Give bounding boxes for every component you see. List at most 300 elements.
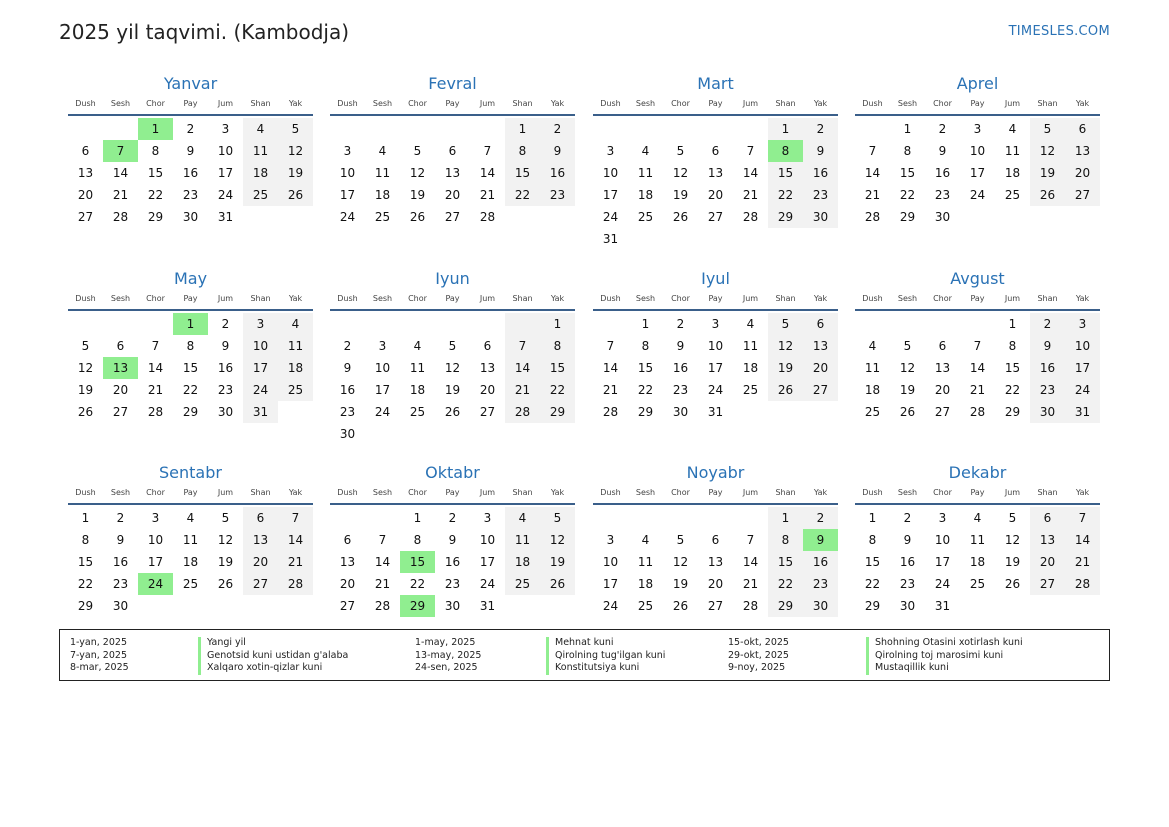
day-cell: 29 (540, 401, 575, 423)
day-cell: 23 (899, 577, 916, 591)
day-cell: 18 (637, 577, 654, 591)
day-cell: 1 (505, 118, 540, 140)
empty-cell (663, 118, 698, 140)
day-cell: 23 (1030, 379, 1065, 401)
day-cell: 16 (339, 383, 356, 397)
weekday-label: Jum (1004, 294, 1021, 303)
day-cell: 5 (81, 339, 90, 353)
day-cell: 27 (934, 405, 951, 419)
weekday-label: Jum (479, 294, 496, 303)
day-cell: 12 (899, 361, 916, 375)
empty-cell (365, 118, 400, 140)
day-cell: 11 (182, 533, 199, 547)
day-cell: 31 (243, 401, 278, 423)
day-cell: 20 (1065, 162, 1100, 184)
day-cell: 2 (938, 122, 947, 136)
holiday-day-cell: 13 (103, 357, 138, 379)
day-cell: 26 (540, 573, 575, 595)
day-cell: 17 (602, 188, 619, 202)
day-cell: 21 (278, 551, 313, 573)
day-cell: 26 (77, 405, 94, 419)
day-cell: 27 (77, 210, 94, 224)
day-cell: 14 (112, 166, 129, 180)
day-cell: 24 (217, 188, 234, 202)
weekday-label: Pay (970, 488, 985, 497)
weekday-label: Pay (445, 294, 460, 303)
month-name: Iyun (435, 269, 470, 288)
day-cell: 9 (186, 144, 195, 158)
day-cell: 22 (540, 379, 575, 401)
day-cell: 3 (221, 122, 230, 136)
holiday-day-cell: 1 (173, 313, 208, 335)
day-cell: 24 (602, 210, 619, 224)
day-cell: 18 (243, 162, 278, 184)
day-cell: 23 (540, 184, 575, 206)
weekday-label: Sesh (635, 488, 656, 497)
day-cell: 18 (969, 555, 986, 569)
day-cell: 7 (973, 339, 982, 353)
day-cell: 22 (1004, 383, 1021, 397)
day-cell: 10 (147, 533, 164, 547)
day-cell: 24 (934, 577, 951, 591)
holiday-dates-col-1 (70, 637, 129, 675)
day-cell: 15 (505, 162, 540, 184)
day-cell: 23 (217, 383, 234, 397)
day-cell: 4 (278, 313, 313, 335)
day-cell: 5 (903, 339, 912, 353)
day-cell: 31 (602, 232, 619, 246)
empty-cell (103, 313, 138, 335)
day-cell: 3 (243, 313, 278, 335)
day-cell: 4 (413, 339, 422, 353)
holiday-date: 1-may, 2025 (415, 637, 476, 648)
day-cell: 9 (540, 140, 575, 162)
day-cell: 2 (343, 339, 352, 353)
day-cell: 8 (186, 339, 195, 353)
weekday-label: Chor (146, 488, 165, 497)
day-cell: 10 (217, 144, 234, 158)
weekday-label: Yak (288, 99, 303, 108)
day-cell: 1 (1008, 317, 1017, 331)
day-cell: 4 (641, 533, 650, 547)
day-cell: 20 (243, 551, 278, 573)
weekday-label: Shan (512, 488, 533, 497)
day-cell: 8 (641, 339, 650, 353)
day-cell: 19 (409, 188, 426, 202)
day-cell: 2 (1030, 313, 1065, 335)
day-cell: 1 (768, 507, 803, 529)
weekday-label: Sesh (897, 294, 918, 303)
day-grid (593, 507, 838, 617)
holiday-day-cell: 8 (768, 140, 803, 162)
month-6 (593, 267, 838, 423)
day-cell: 17 (147, 555, 164, 569)
day-cell: 12 (77, 361, 94, 375)
day-cell: 13 (339, 555, 356, 569)
weekday-label: Sesh (372, 488, 393, 497)
day-cell: 6 (1030, 507, 1065, 529)
day-cell: 24 (602, 599, 619, 613)
holiday-date: 1-yan, 2025 (70, 637, 127, 648)
weekday-header (68, 96, 313, 116)
day-grid (68, 507, 313, 617)
weekday-header (593, 291, 838, 311)
day-cell: 8 (81, 533, 90, 547)
day-cell: 26 (444, 405, 461, 419)
day-cell: 17 (1065, 357, 1100, 379)
holiday-dates-col-2 (415, 637, 481, 675)
day-cell: 27 (707, 599, 724, 613)
day-cell: 28 (374, 599, 391, 613)
day-cell: 18 (864, 383, 881, 397)
day-cell: 7 (278, 507, 313, 529)
day-cell: 30 (672, 405, 689, 419)
day-cell: 20 (77, 188, 94, 202)
weekday-label: Shan (250, 99, 271, 108)
holiday-name: Genotsid kuni ustidan g'alaba (207, 649, 349, 661)
day-cell: 12 (1030, 140, 1065, 162)
brand-link[interactable]: TIMESLES.COM (1008, 24, 1110, 39)
day-cell: 26 (1004, 577, 1021, 591)
weekday-label: Sesh (897, 99, 918, 108)
day-cell: 1 (768, 118, 803, 140)
day-cell: 30 (803, 206, 838, 228)
holiday-date: 8-mar, 2025 (70, 662, 129, 673)
day-cell: 25 (182, 577, 199, 591)
day-cell: 8 (903, 144, 912, 158)
weekday-label: Chor (408, 99, 427, 108)
day-cell: 13 (77, 166, 94, 180)
day-cell: 28 (969, 405, 986, 419)
weekday-label: Chor (146, 294, 165, 303)
day-cell: 16 (672, 361, 689, 375)
day-cell: 13 (444, 166, 461, 180)
day-cell: 6 (803, 313, 838, 335)
day-cell: 23 (339, 405, 356, 419)
day-cell: 2 (116, 511, 125, 525)
day-cell: 16 (899, 555, 916, 569)
weekday-label: Chor (408, 294, 427, 303)
day-cell: 6 (1065, 118, 1100, 140)
weekday-label: Yak (813, 99, 828, 108)
weekday-label: Dush (600, 488, 621, 497)
empty-cell (960, 313, 995, 335)
holiday-dates-col-3 (728, 637, 789, 675)
month-name: Oktabr (425, 463, 480, 482)
day-cell: 13 (479, 361, 496, 375)
day-cell: 17 (707, 361, 724, 375)
weekday-header (593, 485, 838, 505)
day-cell: 26 (899, 405, 916, 419)
day-cell: 10 (602, 555, 619, 569)
empty-cell (435, 118, 470, 140)
weekday-label: Pay (708, 99, 723, 108)
holiday-day-cell: 7 (103, 140, 138, 162)
weekday-label: Pay (708, 488, 723, 497)
day-cell: 12 (444, 361, 461, 375)
day-cell: 27 (707, 210, 724, 224)
day-cell: 11 (374, 166, 391, 180)
day-cell: 9 (903, 533, 912, 547)
day-cell: 4 (505, 507, 540, 529)
holiday-day-cell: 15 (400, 551, 435, 573)
day-cell: 9 (803, 140, 838, 162)
day-cell: 10 (1065, 335, 1100, 357)
day-cell: 25 (637, 599, 654, 613)
month-name: Avgust (950, 269, 1005, 288)
weekday-label: Yak (288, 294, 303, 303)
weekday-header (330, 291, 575, 311)
day-cell: 9 (343, 361, 352, 375)
day-cell: 23 (803, 573, 838, 595)
day-cell: 14 (278, 529, 313, 551)
day-grid (330, 507, 575, 617)
empty-cell (330, 507, 365, 529)
day-cell: 30 (339, 427, 356, 441)
weekday-label: Chor (933, 99, 952, 108)
weekday-label: Jum (479, 488, 496, 497)
day-cell: 15 (147, 166, 164, 180)
day-cell: 17 (602, 577, 619, 591)
day-cell: 1 (413, 511, 422, 525)
weekday-label: Dush (862, 99, 883, 108)
weekday-header (68, 485, 313, 505)
day-cell: 16 (540, 162, 575, 184)
holiday-names-col-1 (198, 637, 348, 675)
day-cell: 10 (374, 361, 391, 375)
day-cell: 18 (409, 383, 426, 397)
day-cell: 17 (374, 383, 391, 397)
day-cell: 1 (81, 511, 90, 525)
day-cell: 2 (221, 317, 230, 331)
day-cell: 18 (637, 188, 654, 202)
day-cell: 11 (243, 140, 278, 162)
weekday-label: Shan (250, 488, 271, 497)
day-cell: 6 (243, 507, 278, 529)
weekday-label: Chor (933, 294, 952, 303)
weekday-label: Chor (146, 99, 165, 108)
day-cell: 21 (505, 379, 540, 401)
day-cell: 3 (151, 511, 160, 525)
day-cell: 7 (1065, 507, 1100, 529)
day-cell: 22 (147, 188, 164, 202)
day-cell: 20 (803, 357, 838, 379)
weekday-label: Pay (970, 99, 985, 108)
day-cell: 18 (182, 555, 199, 569)
weekday-label: Yak (550, 99, 565, 108)
holiday-name: Mustaqillik kuni (875, 662, 949, 673)
month-name: May (173, 269, 208, 288)
day-cell: 4 (641, 144, 650, 158)
day-cell: 16 (934, 166, 951, 180)
holiday-date: 24-sen, 2025 (415, 662, 478, 673)
weekday-label: Shan (775, 99, 796, 108)
weekday-label: Jum (1004, 488, 1021, 497)
month-2 (593, 72, 838, 250)
day-cell: 4 (378, 144, 387, 158)
day-cell: 25 (243, 184, 278, 206)
day-cell: 10 (602, 166, 619, 180)
day-cell: 7 (505, 335, 540, 357)
month-7 (855, 267, 1100, 423)
weekday-label: Pay (970, 294, 985, 303)
day-cell: 30 (444, 599, 461, 613)
day-cell: 14 (864, 166, 881, 180)
day-grid (855, 118, 1100, 228)
holiday-day-cell: 29 (400, 595, 435, 617)
weekday-label: Chor (671, 488, 690, 497)
day-cell: 20 (707, 188, 724, 202)
day-cell: 12 (672, 166, 689, 180)
day-cell: 29 (768, 206, 803, 228)
day-cell: 11 (742, 339, 759, 353)
day-cell: 29 (182, 405, 199, 419)
weekday-label: Chor (671, 294, 690, 303)
day-cell: 10 (934, 533, 951, 547)
day-cell: 16 (217, 361, 234, 375)
day-cell: 25 (637, 210, 654, 224)
empty-cell (505, 313, 540, 335)
day-cell: 22 (899, 188, 916, 202)
day-cell: 2 (186, 122, 195, 136)
day-cell: 17 (934, 555, 951, 569)
day-cell: 23 (112, 577, 129, 591)
day-cell: 6 (483, 339, 492, 353)
weekday-label: Yak (813, 488, 828, 497)
day-grid (593, 118, 838, 250)
day-cell: 26 (1030, 184, 1065, 206)
day-cell: 19 (672, 577, 689, 591)
month-10 (593, 461, 838, 617)
day-cell: 18 (1004, 166, 1021, 180)
day-cell: 5 (448, 339, 457, 353)
day-cell: 31 (217, 210, 234, 224)
month-0 (68, 72, 313, 228)
day-cell: 27 (479, 405, 496, 419)
weekday-label: Jum (217, 294, 234, 303)
day-cell: 24 (374, 405, 391, 419)
day-cell: 16 (803, 162, 838, 184)
day-cell: 4 (186, 511, 195, 525)
day-cell: 15 (77, 555, 94, 569)
day-cell: 27 (1065, 184, 1100, 206)
day-grid (855, 507, 1100, 617)
day-cell: 5 (278, 118, 313, 140)
day-cell: 17 (243, 357, 278, 379)
month-name: Mart (697, 74, 734, 93)
day-cell: 22 (505, 184, 540, 206)
day-cell: 1 (641, 317, 650, 331)
weekday-label: Jum (479, 99, 496, 108)
weekday-header (330, 485, 575, 505)
day-cell: 14 (505, 357, 540, 379)
holiday-name: Mehnat kuni (555, 637, 614, 648)
day-cell: 5 (676, 144, 685, 158)
empty-cell (628, 507, 663, 529)
day-cell: 15 (864, 555, 881, 569)
holiday-name: Qirolning tug'ilgan kuni (555, 649, 666, 661)
day-cell: 7 (483, 144, 492, 158)
day-cell: 7 (151, 339, 160, 353)
day-cell: 15 (899, 166, 916, 180)
holiday-name: Xalqaro xotin-qizlar kuni (207, 662, 323, 673)
holiday-date: 13-may, 2025 (415, 649, 482, 661)
weekday-label: Dush (337, 294, 358, 303)
day-cell: 8 (151, 144, 160, 158)
day-cell: 29 (1004, 405, 1021, 419)
day-cell: 6 (343, 533, 352, 547)
day-cell: 22 (409, 577, 426, 591)
day-cell: 26 (768, 379, 803, 401)
day-cell: 9 (221, 339, 230, 353)
empty-cell (400, 313, 435, 335)
day-cell: 12 (409, 166, 426, 180)
empty-cell (68, 313, 103, 335)
day-cell: 23 (182, 188, 199, 202)
day-cell: 27 (243, 573, 278, 595)
day-cell: 22 (864, 577, 881, 591)
day-cell: 21 (602, 383, 619, 397)
day-cell: 31 (479, 599, 496, 613)
day-cell: 21 (147, 383, 164, 397)
day-cell: 13 (707, 166, 724, 180)
empty-cell (138, 313, 173, 335)
day-cell: 6 (711, 144, 720, 158)
weekday-label: Yak (1075, 99, 1090, 108)
month-9 (330, 461, 575, 617)
day-cell: 21 (742, 188, 759, 202)
empty-cell (365, 507, 400, 529)
weekday-label: Dush (75, 99, 96, 108)
day-cell: 9 (676, 339, 685, 353)
day-cell: 25 (505, 573, 540, 595)
day-cell: 1 (868, 511, 877, 525)
day-cell: 25 (969, 577, 986, 591)
holiday-day-cell: 1 (138, 118, 173, 140)
page-title: 2025 yil taqvimi. (Kambodja) (59, 20, 350, 44)
day-cell: 30 (899, 599, 916, 613)
day-cell: 2 (676, 317, 685, 331)
day-cell: 23 (672, 383, 689, 397)
month-5 (330, 267, 575, 445)
day-cell: 19 (899, 383, 916, 397)
weekday-label: Dush (600, 99, 621, 108)
day-cell: 18 (374, 188, 391, 202)
day-cell: 10 (479, 533, 496, 547)
day-grid (68, 118, 313, 228)
day-cell: 8 (1008, 339, 1017, 353)
day-cell: 12 (672, 555, 689, 569)
day-cell: 11 (1004, 144, 1021, 158)
day-cell: 9 (1030, 335, 1065, 357)
day-cell: 8 (505, 140, 540, 162)
day-cell: 3 (606, 533, 615, 547)
day-cell: 5 (1008, 511, 1017, 525)
empty-cell (663, 507, 698, 529)
day-cell: 3 (378, 339, 387, 353)
day-cell: 2 (540, 118, 575, 140)
day-cell: 7 (746, 144, 755, 158)
day-cell: 28 (112, 210, 129, 224)
day-cell: 7 (746, 533, 755, 547)
day-cell: 20 (707, 577, 724, 591)
holiday-date: 9-noy, 2025 (728, 662, 786, 673)
day-cell: 11 (278, 335, 313, 357)
day-cell: 7 (606, 339, 615, 353)
day-cell: 31 (707, 405, 724, 419)
day-cell: 15 (540, 357, 575, 379)
day-cell: 20 (444, 188, 461, 202)
